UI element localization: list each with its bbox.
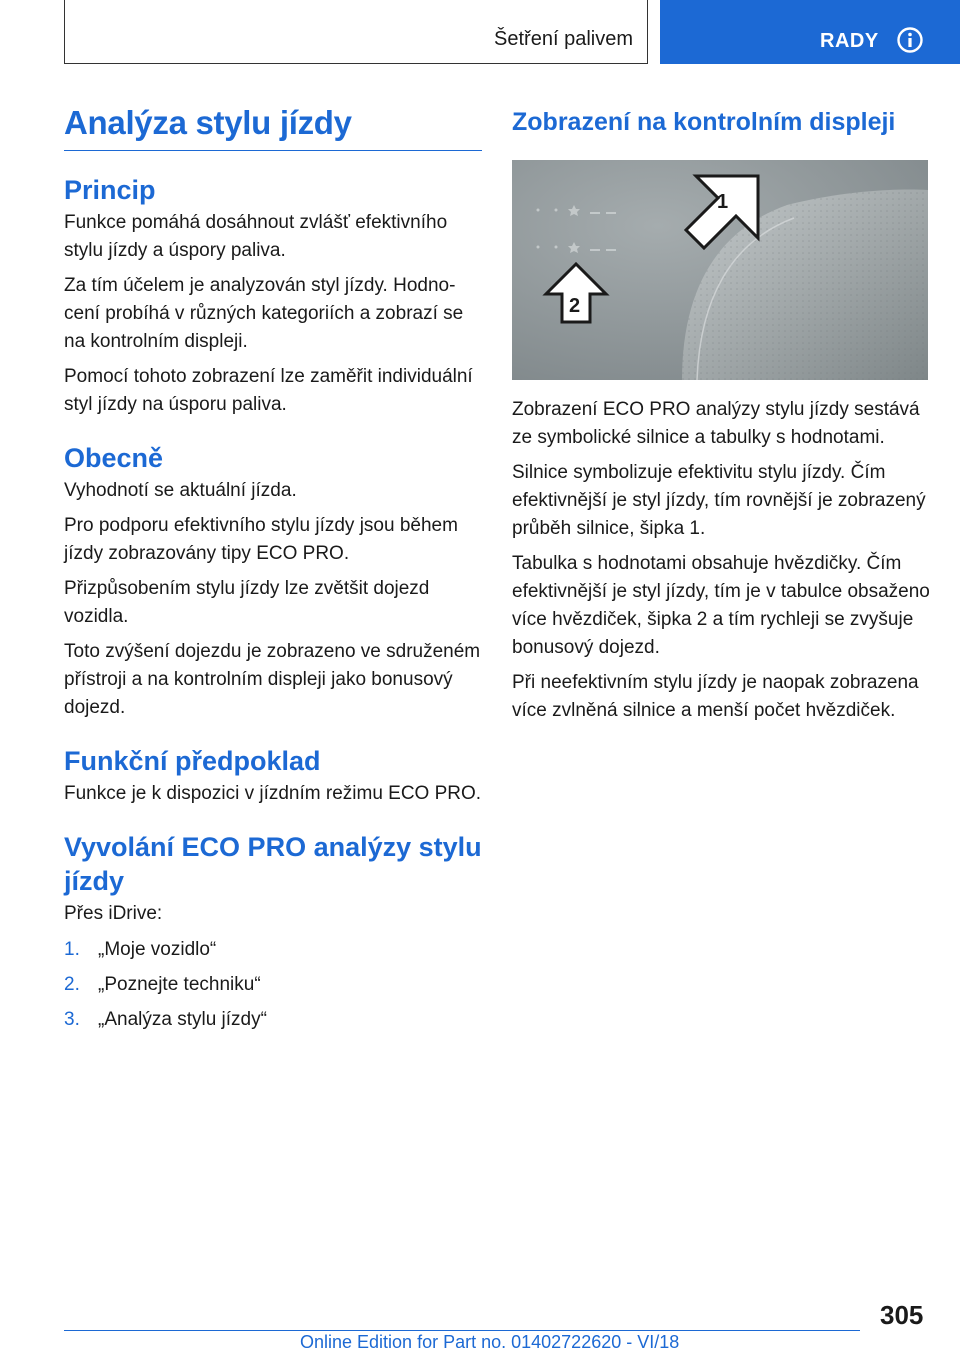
paragraph: Při neefektivním stylu jízdy je naopak zobrazena více zvlněná silnice a menší počet hvězdiček.: [512, 672, 919, 721]
step-text: „Poznejte techniku“: [98, 974, 261, 995]
footer-divider: [64, 1330, 860, 1331]
right-column: [512, 100, 932, 732]
step-number: 1.: [64, 939, 80, 960]
section-heading-display: Zobrazení na kontrolním displeji: [512, 108, 896, 136]
paragraph: Pro podporu efektivního stylu jízdy jsou během jízdy zobrazovány tipy ECO PRO.: [64, 515, 458, 564]
heading-vyvolani: Vyvolání ECO PRO analýzy stylu jízdy: [64, 832, 482, 896]
header-section-tab: [64, 0, 648, 64]
paragraph: Toto zvýšení dojezdu je zobrazeno ve sdruženém přístroji a na kontrolním displeji jako bonusový dojezd.: [64, 641, 481, 718]
left-column: [64, 100, 482, 1041]
arrow-2-label: 2: [569, 295, 581, 317]
steps-list: [64, 936, 482, 1034]
paragraph: Pomocí tohoto zobrazení lze zaměřit individuální styl jízdy na úsporu paliva.: [64, 366, 473, 415]
arrow-1-label: 1: [717, 191, 729, 213]
section-title: Šetření palivem: [494, 28, 633, 50]
paragraph: Silnice symbolizuje efektivitu stylu jízdy. Čím efektivnější je styl jízdy, tím rovnější je zobrazený průběh silnice, šipka 1.: [512, 462, 926, 539]
heading-predpoklad: Funkční předpoklad: [64, 746, 321, 776]
paragraph: Zobrazení ECO PRO analýzy stylu jízdy sestává ze symbolické silnice a tabulky s hodnotami.: [512, 399, 920, 448]
page-number: 305: [880, 1300, 924, 1330]
step-text: „Moje vozidlo“: [98, 939, 217, 960]
model-label: RADY: [820, 30, 879, 52]
heading-obecne: Obecně: [64, 443, 164, 473]
paragraph: Vyhodnotí se aktuální jízda.: [64, 480, 297, 501]
footer-edition: Online Edition for Part no. 01402722620 - VI/18: [300, 1332, 680, 1352]
step-text: „Analýza stylu jízdy“: [98, 1009, 267, 1030]
info-circle-icon[interactable]: [896, 26, 924, 54]
heading-princip: Princip: [64, 175, 156, 205]
paragraph: Funkce je k dispozici v jízdním režimu ECO PRO.: [64, 783, 482, 804]
paragraph-intro: Přes iDrive:: [64, 903, 163, 924]
paragraph: Přizpůsobením stylu jízdy lze zvětšit dojezd vozidla.: [64, 578, 430, 627]
step-number: 3.: [64, 1009, 80, 1030]
list-item: [64, 936, 482, 964]
paragraph: Za tím účelem je analyzován styl jízdy. Hodnocení probíhá v různých kategoriích a zobrazí se na kontrolním displeji.: [64, 275, 464, 352]
step-number: 2.: [64, 974, 80, 995]
paragraph: Tabulka s hodnotami obsahuje hvězdičky. Čím efektivnější je styl jízdy, tím je v tabulce obsaženo více hvězdiček, šipka 2 a tím rychleji se zvyšuje bonusový dojezd.: [512, 553, 930, 658]
list-item: [64, 971, 482, 999]
list-item: [64, 1006, 482, 1034]
eco-pro-display-figure: [512, 160, 928, 380]
paragraph: Funkce pomáhá dosáhnout zvlášť efektivního stylu jízdy a úspory paliva.: [64, 212, 448, 261]
page-title: Analýza stylu jízdy: [64, 104, 482, 151]
header-model-bar: [660, 0, 960, 64]
